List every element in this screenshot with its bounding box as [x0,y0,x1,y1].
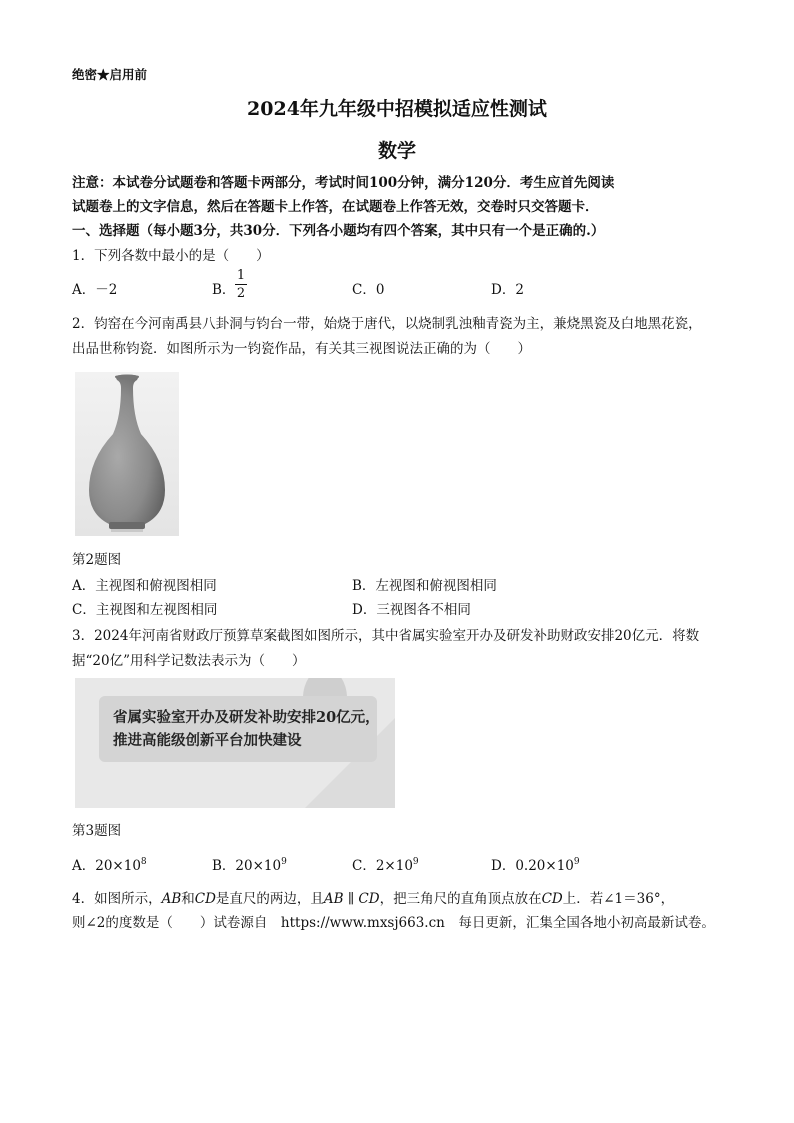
q3-option-b [212,857,287,875]
q4-text: 是直尺的两边，且 [215,891,324,907]
option-d-base: D．0.20×10 [491,858,574,874]
q1-option-a: A．－2 [72,282,118,298]
option-c-base: C．2×10 [352,858,413,874]
q4-var-ab: AB [323,891,344,907]
q4-text: 4．如图所示， [72,891,162,907]
q2-option-c: C．主视图和左视图相同 [72,602,218,618]
option-a-exponent: 8 [140,857,147,867]
exam-title: 2024年九年级中招模拟适应性测试 [247,98,547,120]
q1-option-c: C．0 [352,282,385,298]
q4-parallel: ∥ [343,891,359,907]
q4-stem-line-1 [72,890,674,908]
q2-figure-caption: 第2题图 [72,552,122,568]
q4-stem-line-2: 则∠2的度数是（ ）试卷源自 https://www.mxsj663.cn 每日更新，汇集全国各地小初高最新试卷。 [72,915,715,931]
q1-option-d: D．2 [491,282,524,298]
budget-screenshot [75,678,395,808]
q4-text: 和 [181,891,195,907]
q4-var-cd: CD [541,891,563,907]
q3-option-d [491,857,580,875]
fraction-bar [235,284,247,285]
q4-text: ，把三角尺的直角顶点放在 [379,891,542,907]
option-b-exponent: 9 [281,857,287,867]
q3-figure-caption: 第3题图 [72,823,122,839]
option-a-base: A．20×10 [72,858,141,874]
q2-option-d: D．三视图各不相同 [352,602,471,618]
notice-line-2: 试题卷上的文字信息，然后在答题卡上作答，在试题卷上作答无效，交卷时只交答题卡． [72,199,599,215]
fraction-denominator: 2 [236,286,246,301]
q2-stem-line-1: 2．钧窑在今河南禹县八卦洞与钧台一带，始烧于唐代，以烧制乳浊釉青瓷为主，兼烧黑瓷及白地黑花瓷， [72,316,702,332]
q1-option-b-label: B． [212,282,236,298]
notice-line-1: 注意：本试卷分试题卷和答题卡两部分，考试时间100分钟，满分120分．考生应首先阅读 [72,175,615,191]
option-c-exponent: 9 [412,857,419,867]
confidential-mark: 绝密★启用前 [72,67,148,82]
q1-stem: 1．下列各数中最小的是（ ） [72,248,270,264]
q3-stem-line-1: 3．2024年河南省财政厅预算草案截图如图所示，其中省属实验室开办及研发补助财政安排20亿元．将数 [72,628,700,644]
q3-option-c [352,857,419,875]
q1-option-b-fraction [235,268,247,301]
q2-stem-line-2: 出品世称钧瓷．如图所示为一钧瓷作品，有关其三视图说法正确的为（ ） [72,341,531,357]
budget-text-line-1: 省属实验室开办及研发补助安排20亿元， [113,709,380,726]
q4-var-cd: CD [358,891,380,907]
vase-illustration [75,372,179,536]
vase-image [75,372,179,536]
q2-option-b: B．左视图和俯视图相同 [352,578,497,594]
q4-text: 上．若∠1＝36°， [562,891,675,907]
q4-var-ab: AB [161,891,182,907]
q4-var-cd: CD [194,891,216,907]
option-b-base: B．20×10 [212,858,282,874]
q2-option-a: A．主视图和俯视图相同 [72,578,217,594]
option-d-exponent: 9 [573,857,580,867]
budget-text-line-2: 推进高能级创新平台加快建设 [113,732,302,749]
section-heading: 一、选择题（每小题3分，共30分．下列各小题均有四个答案，其中只有一个是正确的.） [72,223,605,239]
fraction-numerator: 1 [236,268,246,283]
q3-stem-line-2: 据“20亿”用科学记数法表示为（ ） [72,653,306,669]
subject-title: 数学 [377,140,416,162]
q3-option-a [72,857,147,875]
